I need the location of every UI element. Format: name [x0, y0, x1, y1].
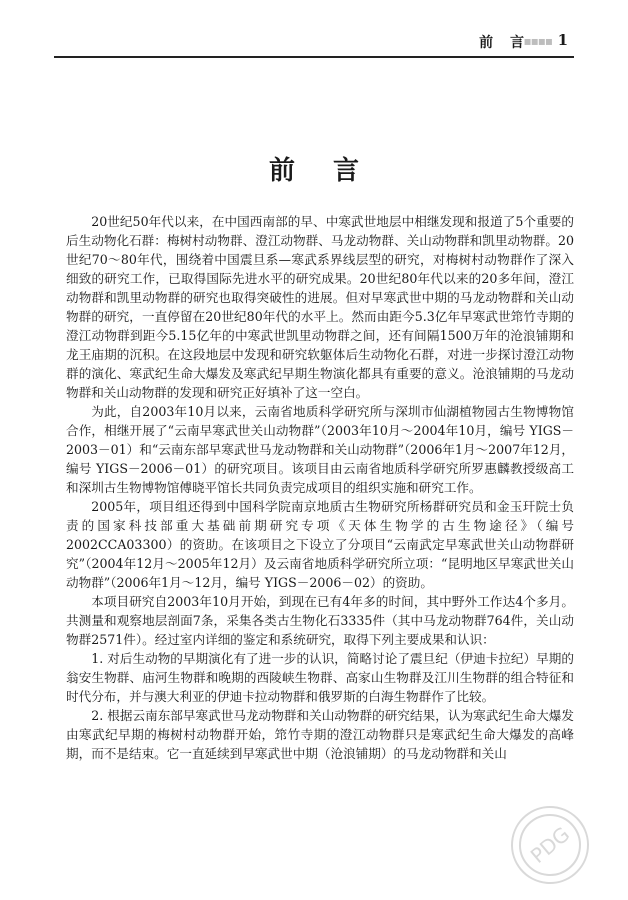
running-header: [54, 32, 570, 52]
svg-text:PDG: PDG: [525, 821, 575, 869]
page-number: 1: [557, 31, 568, 49]
header-ornament: ▪▪▪▪: [523, 34, 552, 48]
paragraph-5: 1. 对后生动物的早期演化有了进一步的认识，简略讨论了震旦纪（伊迪卡拉纪）早期的翁安生物群、庙河生物群和晚期的西陵峡生物群、高家山生物群及江川生物群的组合特征和时代分布，并与澳大利亚的伊迪卡拉动物群和俄罗斯的白海生物群作了比较。: [66, 651, 574, 704]
running-header-title: 前 言: [479, 35, 530, 51]
watermark-logo: [470, 790, 628, 900]
paragraph-3: 2005年，项目组还得到中国科学院南京地质古生物研究所杨群研究员和金玉玕院士负责的国家科技部重大基础前期研究专项《天体生物学的古生物途径》（编号2002CCA03300）的资助。在该项目之下设立了分项目“云南武定早寒武世关山动物群研究”（2004年12月～2005年12月）及云南省地质科学研究所立项：“昆明地区早寒武世关山动物群”（2006年1月～12月，编号 YIGS－2006－02）的资助。: [66, 499, 574, 590]
body-text: [66, 212, 574, 763]
paragraph-6: 2. 根据云南东部早寒武世马龙动物群和关山动物群的研究结果，认为寒武纪生命大爆发由寒武纪早期的梅树村动物群开始，筇竹寺期的澄江动物群只是寒武纪生命大爆发的高峰期，而不是结束。它一直延续到早寒武世中期（沧浪铺期）的马龙动物群和关山: [66, 708, 574, 761]
page-title: 前言: [268, 156, 397, 186]
paragraph-2: 为此，自2003年10月以来，云南省地质科学研究所与深圳市仙湖植物园古生物博物馆合作，相继开展了“云南早寒武世关山动物群”（2003年10月～2004年10月，编号 YIGS－2003－01）和“云南东部早寒武世马龙动物群和关山动物群”（2006年1月～2007年12月，编号 YIGS－2006－01）的研究项目。该项目由云南省地质科学研究所罗惠麟教授级高工和深圳古生物博物馆傅晓平馆长共同负责完成项目的组织实施和研究工作。: [66, 404, 575, 495]
paragraph-4: 本项目研究自2003年10月开始，到现在已有4年多的时间，其中野外工作达4个多月。共测量和观察地层剖面7条，采集各类古生物化石3335件（其中马龙动物群764件，关山动物群2571件）。经过室内详细的鉴定和系统研究，取得下列主要成果和认识：: [66, 594, 574, 647]
paragraph-1: 20世纪50年代以来，在中国西南部的早、中寒武世地层中相继发现和报道了5个重要的后生动物化石群：梅树村动物群、澄江动物群、马龙动物群、关山动物群和凯里动物群。20世纪70～80年代，围绕着中国震旦系—寒武系界线层型的研究，对梅树村动物群作了深入细致的研究工作，已取得国际先进水平的研究成果。20世纪80年代以来的20多年间，澄江动物群和凯里动物群的研究也取得突破性的进展。但对早寒武世中期的马龙动物群和关山动物群的研究，一直停留在20世纪80年代的水平上。然而由距今5.3亿年早寒武世筇竹寺期的澄江动物群到距今5.15亿年的中寒武世凯里动物群之间，还有间隔1500万年的沧浪铺期和龙王庙期的沉积。在这段地层中发现和研究软躯体后生动物化石群，对进一步探讨澄江动物群的演化、寒武纪生命大爆发及寒武纪早期生物演化都具有重要的意义。沧浪铺期的马龙动物群和关山动物群的发现和研究正好填补了这一空白。: [66, 214, 574, 400]
header-rule: [54, 56, 574, 58]
